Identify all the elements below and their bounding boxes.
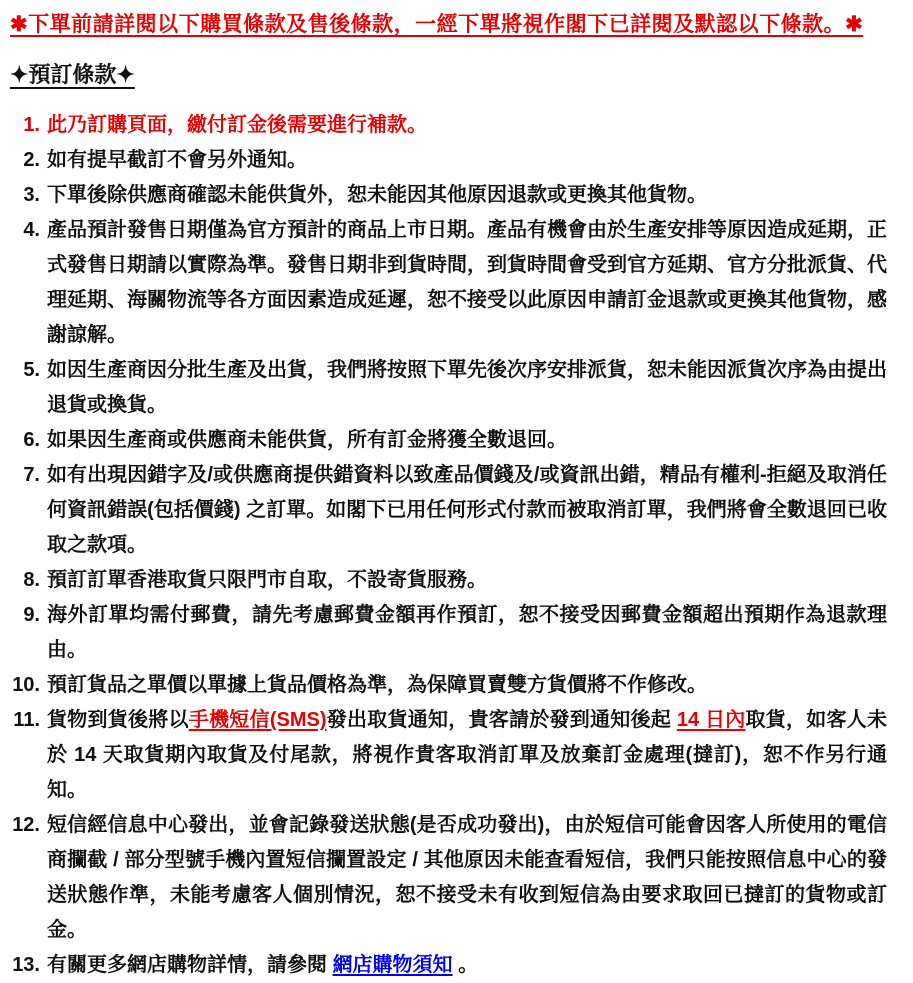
term-number: 1.	[23, 114, 40, 136]
term-item-2	[8, 143, 887, 178]
term-number: 8.	[23, 569, 40, 591]
term-4-text: 產品預計發售日期僅為官方預計的商品上市日期。產品有機會由於生產安排等原因造成延期，正式發售日期請以實際為準。發售日期非到貨時間，到貨時間會受到官方延期、官方分批派貨、代理延期、海關物流等各方面因素造成延遲，恕不接受以此原因申請訂金退款或更換其他貨物，感謝諒解。	[47, 219, 887, 346]
term-number: 7.	[23, 464, 40, 486]
term-body	[47, 213, 887, 353]
term-6-text: 如果因生產商或供應商未能供貨，所有訂金將獲全數退回。	[47, 429, 567, 451]
term-item-1	[8, 108, 887, 143]
term-body	[47, 178, 887, 213]
term-number: 10.	[12, 674, 40, 696]
term-number: 2.	[23, 149, 40, 171]
purchase-notice-banner: ✱下單前請詳閱以下購買條款及售後條款，一經下單將視作閣下已詳閱及默認以下條款。✱	[10, 13, 864, 36]
section-title-preorder-terms: ✦預訂條款✦	[10, 62, 135, 87]
term-item-10	[8, 668, 887, 703]
term-5-text: 如因生產商因分批生產及出貨，我們將按照下單先後次序安排派貨，恕未能因派貨次序為由提出退貨或換貨。	[47, 359, 887, 416]
term-number: 13.	[12, 954, 40, 976]
term-body	[47, 353, 887, 423]
term-item-9	[8, 598, 887, 668]
term-body	[47, 423, 887, 458]
term-12-text: 短信經信息中心發出，並會記錄發送狀態(是否成功發出)，由於短信可能會因客人所使用的電信商攔截 / 部分型號手機內置短信攔置設定 / 其他原因未能查看短信，我們只能按照信息中心的發送狀態作準，未能考慮客人個別情況，恕不接受未有收到短信為由要求取回已撻訂的貨物或訂金。	[47, 814, 887, 941]
term-13-text: 有關更多網店購物詳情，請參閱	[47, 954, 333, 976]
term-body	[47, 458, 887, 563]
term-number: 11.	[13, 709, 40, 731]
term-3-text: 下單後除供應商確認未能供貨外，恕未能因其他原因退款或更換其他貨物。	[47, 184, 707, 206]
term-item-11	[8, 703, 887, 808]
pickup-deadline-highlight: 14 日內	[676, 709, 746, 731]
term-item-3	[8, 178, 887, 213]
term-number: 12.	[12, 814, 40, 836]
term-number: 4.	[23, 219, 40, 241]
terms-list	[8, 108, 887, 983]
term-body	[47, 808, 887, 948]
term-item-6	[8, 423, 887, 458]
term-2-text: 如有提早截訂不會另外通知。	[47, 149, 307, 171]
term-1-text: 此乃訂購頁面，繳付訂金後需要進行補款。	[47, 114, 427, 136]
sms-highlight: 手機短信(SMS)	[188, 709, 327, 731]
term-body	[47, 668, 887, 703]
term-11-text: 發出取貨通知，貴客請於發到通知後起	[326, 709, 677, 731]
term-body	[47, 948, 887, 983]
term-11-text: 取貨，如客人未於 14 天取貨期內取貨及付尾款，將視作貴客取消訂單及放棄訂金處理(撻訂)，恕不作另行通知。	[47, 709, 888, 801]
term-11-text: 貨物到貨後將以	[47, 709, 189, 731]
term-body	[47, 108, 887, 143]
shop-guide-link[interactable]: 網店購物須知	[332, 954, 453, 976]
term-item-7	[8, 458, 887, 563]
term-body	[47, 563, 887, 598]
term-item-4	[8, 213, 887, 353]
term-number: 6.	[23, 429, 40, 451]
term-10-text: 預訂貨品之單價以單據上貨品價格為準，為保障買賣雙方貨價將不作修改。	[47, 674, 707, 696]
term-number: 3.	[23, 184, 40, 206]
term-8-text: 預訂訂單香港取貨只限門市自取，不設寄貨服務。	[47, 569, 487, 591]
term-9-text: 海外訂單均需付郵費，請先考慮郵費金額再作預訂，恕不接受因郵費金額超出預期作為退款理由。	[47, 604, 887, 661]
term-item-12	[8, 808, 887, 948]
term-body	[47, 703, 887, 808]
term-body	[47, 598, 887, 668]
term-7-text: 如有出現因錯字及/或供應商提供錯資料以致產品價錢及/或資訊出錯，精品有權利-拒絕及取消任何資訊錯誤(包括價錢) 之訂單。如閣下已用任何形式付款而被取消訂單，我們將會全數退回已收取之款項。	[47, 464, 887, 556]
term-item-5	[8, 353, 887, 423]
term-number: 5.	[23, 359, 40, 381]
term-item-8	[8, 563, 887, 598]
term-13-text: 。	[452, 954, 479, 976]
term-number: 9.	[23, 604, 40, 626]
term-body	[47, 143, 887, 178]
term-item-13	[8, 948, 887, 983]
